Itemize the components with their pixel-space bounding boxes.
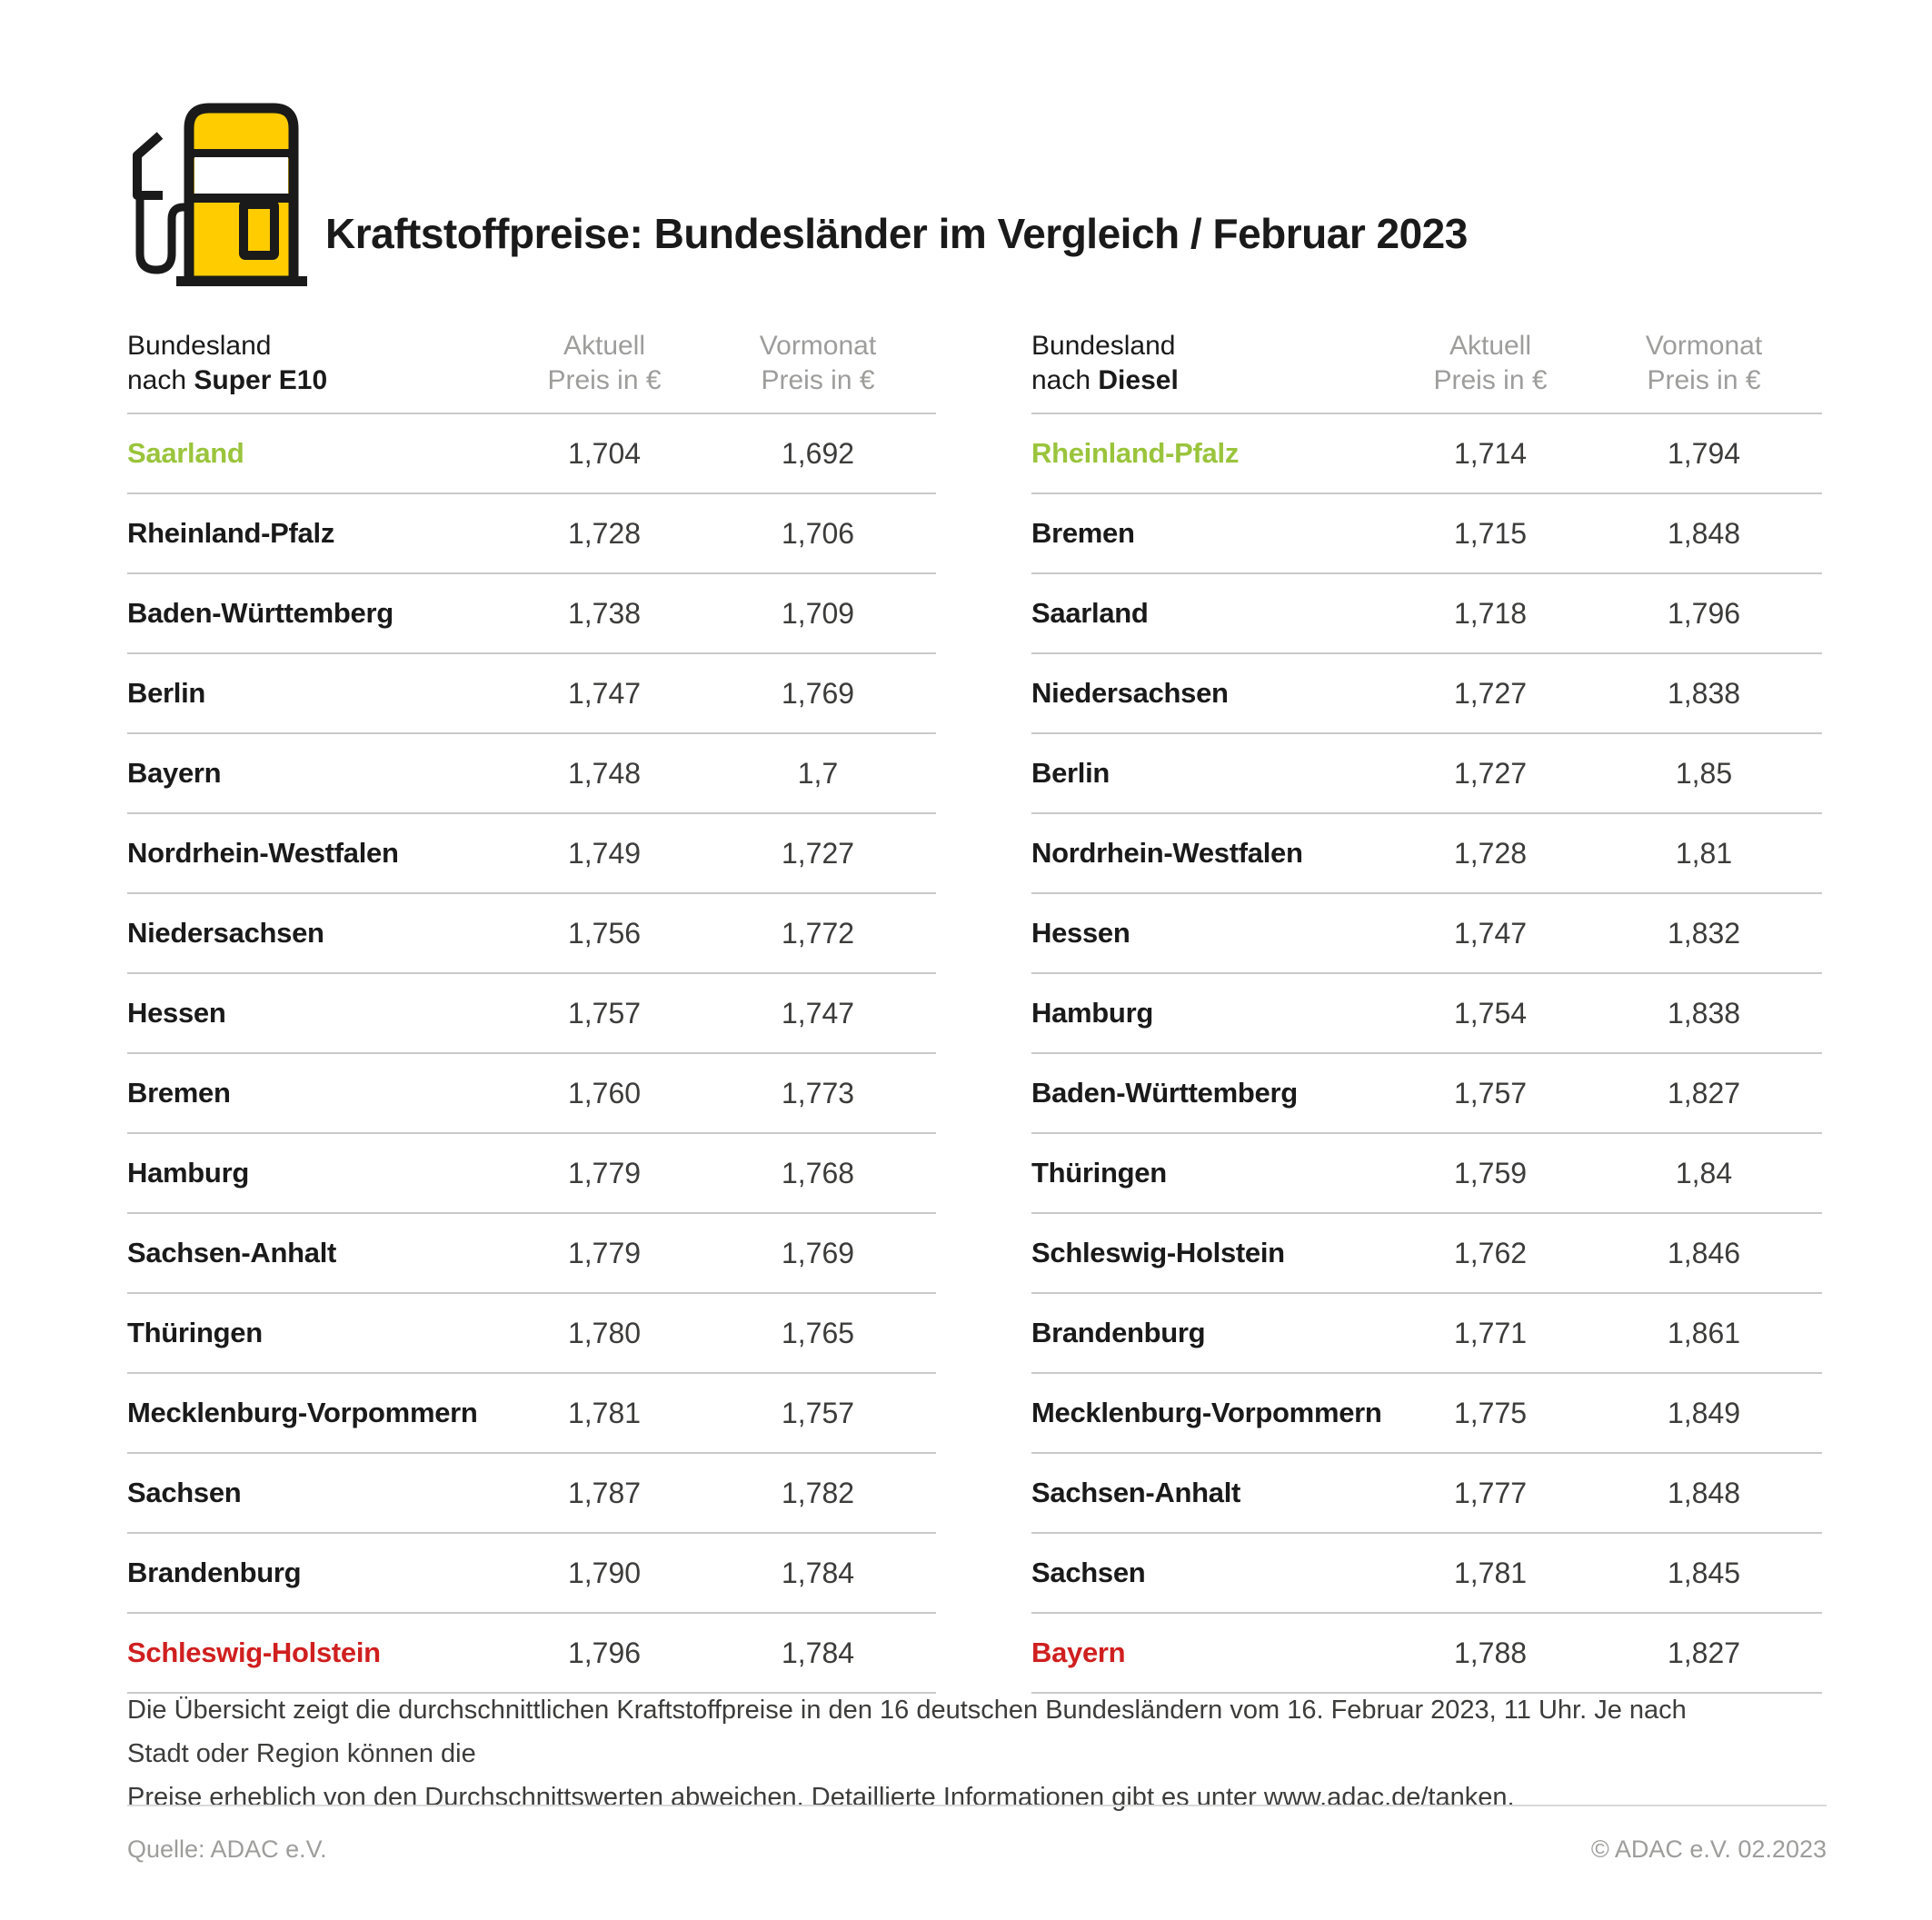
bundesland-name: Sachsen-Anhalt: [1031, 1477, 1241, 1508]
table-row: [127, 1374, 936, 1454]
bundesland-name: Schleswig-Holstein: [1031, 1237, 1285, 1268]
aktuell-value: 1,747: [567, 676, 642, 710]
column-header-line2: nach Super E10: [127, 365, 328, 395]
vormonat-value: 1,845: [1667, 1556, 1741, 1589]
vormonat-value: 1,827: [1667, 1076, 1741, 1109]
aktuell-value: 1,779: [567, 1156, 642, 1189]
table-row: [1031, 1054, 1822, 1134]
table-rows: [127, 414, 936, 1694]
column-header-aktuell: Aktuell Preis in €: [1433, 331, 1548, 395]
bundesland-name: Nordrhein-Westfalen: [127, 837, 399, 869]
bundesland-name: Hamburg: [1031, 997, 1153, 1029]
bundesland-name: Mecklenburg-Vorpommern: [1031, 1397, 1382, 1428]
bundesland-name: Rheinland-Pfalz: [127, 517, 335, 549]
aktuell-value: 1,780: [567, 1316, 642, 1349]
footnote: [127, 1688, 1708, 1819]
copyright-note: © ADAC e.V. 02.2023: [1590, 1835, 1827, 1863]
vormonat-value: 1,692: [781, 436, 855, 470]
column-header-line2: nach Diesel: [1031, 365, 1179, 395]
table-rows: [1031, 414, 1822, 1694]
bundesland-name: Sachsen-Anhalt: [127, 1237, 337, 1268]
aktuell-value: 1,714: [1453, 436, 1528, 470]
bundesland-name: Baden-Württemberg: [1031, 1077, 1298, 1109]
vormonat-value: 1,796: [1667, 596, 1741, 630]
aktuell-value: 1,749: [567, 836, 642, 870]
vormonat-value: 1,827: [1667, 1636, 1741, 1669]
table-row: [1031, 894, 1822, 974]
table-row: [127, 574, 936, 654]
column-header-vormonat: Vormonat Preis in €: [1645, 331, 1763, 395]
table-row: [1031, 654, 1822, 734]
aktuell-value: 1,715: [1453, 516, 1528, 550]
aktuell-value: 1,757: [567, 996, 642, 1030]
vormonat-value: 1,838: [1667, 996, 1741, 1030]
table-row: [1031, 1214, 1822, 1294]
aktuell-value: 1,718: [1453, 596, 1528, 630]
bundesland-name: Brandenburg: [127, 1557, 302, 1588]
table-row: [127, 1134, 936, 1214]
vormonat-value: 1,727: [781, 836, 855, 870]
aktuell-value: 1,788: [1453, 1636, 1528, 1669]
aktuell-value: 1,787: [567, 1476, 642, 1509]
table-row: [127, 734, 936, 814]
aktuell-value: 1,779: [567, 1236, 642, 1269]
bundesland-name: Schleswig-Holstein: [127, 1636, 381, 1668]
column-header-line1: Bundesland: [1031, 331, 1176, 361]
vormonat-value: 1,769: [781, 1236, 855, 1269]
bundesland-name: Saarland: [127, 437, 244, 469]
bundesland-name: Saarland: [1031, 597, 1149, 629]
bundesland-name: Baden-Württemberg: [127, 597, 393, 629]
vormonat-value: 1,846: [1667, 1236, 1741, 1269]
aktuell-value: 1,781: [567, 1396, 642, 1429]
table-row: [1031, 414, 1822, 494]
aktuell-value: 1,738: [567, 596, 642, 630]
table-row: [1031, 494, 1822, 574]
footnote-line1: Die Übersicht zeigt die durchschnittlichen Kraftstoffpreise in den 16 deutschen Bundesländern vom 16. Februar 2023, 11 Uhr. Je nach Stadt oder Region können die: [127, 1696, 1687, 1768]
vormonat-value: 1,769: [781, 676, 855, 710]
vormonat-value: 1,782: [781, 1476, 855, 1509]
vormonat-value: 1,757: [781, 1396, 855, 1429]
table-row: [127, 1294, 936, 1374]
vormonat-value: 1,849: [1667, 1396, 1741, 1429]
aktuell-value: 1,727: [1453, 756, 1528, 790]
vormonat-value: 1,848: [1667, 1476, 1741, 1509]
aktuell-value: 1,754: [1453, 996, 1528, 1030]
column-header-aktuell: Aktuell Preis in €: [547, 331, 662, 395]
table-row: [1031, 1134, 1822, 1214]
footer-divider: [127, 1805, 1827, 1806]
page-title: Kraftstoffpreise: Bundesländer im Vergleich / Februar 2023: [325, 210, 1468, 257]
table-row: [127, 1614, 936, 1694]
vormonat-value: 1,794: [1667, 436, 1741, 470]
aktuell-value: 1,748: [567, 756, 642, 790]
table-row: [1031, 974, 1822, 1054]
bundesland-name: Bremen: [1031, 517, 1135, 549]
table-row: [1031, 1374, 1822, 1454]
bundesland-name: Brandenburg: [1031, 1317, 1206, 1348]
table-row: [1031, 1534, 1822, 1614]
column-header-bundesland: [127, 325, 509, 398]
bundesland-name: Sachsen: [127, 1477, 242, 1508]
vormonat-value: 1,709: [781, 596, 855, 630]
bundesland-name: Bayern: [1031, 1636, 1126, 1668]
vormonat-value: 1,784: [781, 1636, 855, 1669]
table-row: [127, 654, 936, 734]
bundesland-name: Bayern: [127, 757, 222, 789]
bundesland-name: Thüringen: [1031, 1157, 1167, 1189]
vormonat-value: 1,772: [781, 916, 855, 950]
column-header-vormonat: Vormonat Preis in €: [759, 331, 877, 395]
source-note: Quelle: ADAC e.V.: [127, 1835, 327, 1863]
bundesland-name: Niedersachsen: [1031, 677, 1229, 709]
bundesland-name: Hessen: [1031, 917, 1130, 949]
table-row: [1031, 734, 1822, 814]
table-row: [127, 1534, 936, 1614]
aktuell-value: 1,728: [567, 516, 642, 550]
aktuell-value: 1,781: [1453, 1556, 1528, 1589]
column-header-bundesland: [1031, 325, 1395, 398]
vormonat-value: 1,768: [781, 1156, 855, 1189]
vormonat-value: 1,85: [1675, 756, 1733, 790]
table-header: [1031, 325, 1822, 414]
aktuell-value: 1,760: [567, 1076, 642, 1109]
footnote-line2: Preise erheblich von den Durchschnittswerten abweichen. Detaillierte Informationen gibt es unter www.adac.de/tanken.: [127, 1783, 1515, 1812]
aktuell-value: 1,771: [1453, 1316, 1528, 1349]
aktuell-value: 1,757: [1453, 1076, 1528, 1109]
table-row: [127, 494, 936, 574]
vormonat-value: 1,784: [781, 1556, 855, 1589]
aktuell-value: 1,775: [1453, 1396, 1528, 1429]
vormonat-value: 1,81: [1675, 836, 1733, 870]
fuel-pump-icon: [125, 98, 307, 291]
vormonat-value: 1,84: [1675, 1156, 1733, 1189]
bundesland-name: Nordrhein-Westfalen: [1031, 837, 1303, 869]
bundesland-name: Mecklenburg-Vorpommern: [127, 1397, 478, 1428]
bundesland-name: Thüringen: [127, 1317, 263, 1348]
table-row: [127, 894, 936, 974]
bundesland-name: Bremen: [127, 1077, 231, 1109]
table-row: [127, 814, 936, 894]
bundesland-name: Hessen: [127, 997, 226, 1029]
table-row: [127, 414, 936, 494]
vormonat-value: 1,848: [1667, 516, 1741, 550]
bundesland-name: Berlin: [127, 677, 206, 709]
table-row: [1031, 574, 1822, 654]
table-super-e10: [127, 325, 936, 1694]
bundesland-name: Berlin: [1031, 757, 1110, 789]
aktuell-value: 1,704: [567, 436, 642, 470]
aktuell-value: 1,796: [567, 1636, 642, 1669]
aktuell-value: 1,762: [1453, 1236, 1528, 1269]
aktuell-value: 1,777: [1453, 1476, 1528, 1509]
bundesland-name: Niedersachsen: [127, 917, 324, 949]
table-row: [127, 1054, 936, 1134]
aktuell-value: 1,728: [1453, 836, 1528, 870]
table-row: [127, 974, 936, 1054]
vormonat-value: 1,832: [1667, 916, 1741, 950]
bundesland-name: Sachsen: [1031, 1557, 1146, 1588]
vormonat-value: 1,747: [781, 996, 855, 1030]
table-row: [127, 1214, 936, 1294]
aktuell-value: 1,756: [567, 916, 642, 950]
vormonat-value: 1,773: [781, 1076, 855, 1109]
aktuell-value: 1,759: [1453, 1156, 1528, 1189]
table-row: [127, 1454, 936, 1534]
table-row: [1031, 1454, 1822, 1534]
table-row: [1031, 1614, 1822, 1694]
vormonat-value: 1,706: [781, 516, 855, 550]
bundesland-name: Hamburg: [127, 1157, 249, 1189]
table-diesel: [1031, 325, 1822, 1694]
vormonat-value: 1,7: [797, 756, 839, 790]
table-row: [1031, 814, 1822, 894]
column-header-line1: Bundesland: [127, 331, 272, 361]
vormonat-value: 1,838: [1667, 676, 1741, 710]
aktuell-value: 1,747: [1453, 916, 1528, 950]
vormonat-value: 1,861: [1667, 1316, 1741, 1349]
bundesland-name: Rheinland-Pfalz: [1031, 437, 1240, 469]
table-header: [127, 325, 936, 414]
aktuell-value: 1,790: [567, 1556, 642, 1589]
vormonat-value: 1,765: [781, 1316, 855, 1349]
aktuell-value: 1,727: [1453, 676, 1528, 710]
table-row: [1031, 1294, 1822, 1374]
